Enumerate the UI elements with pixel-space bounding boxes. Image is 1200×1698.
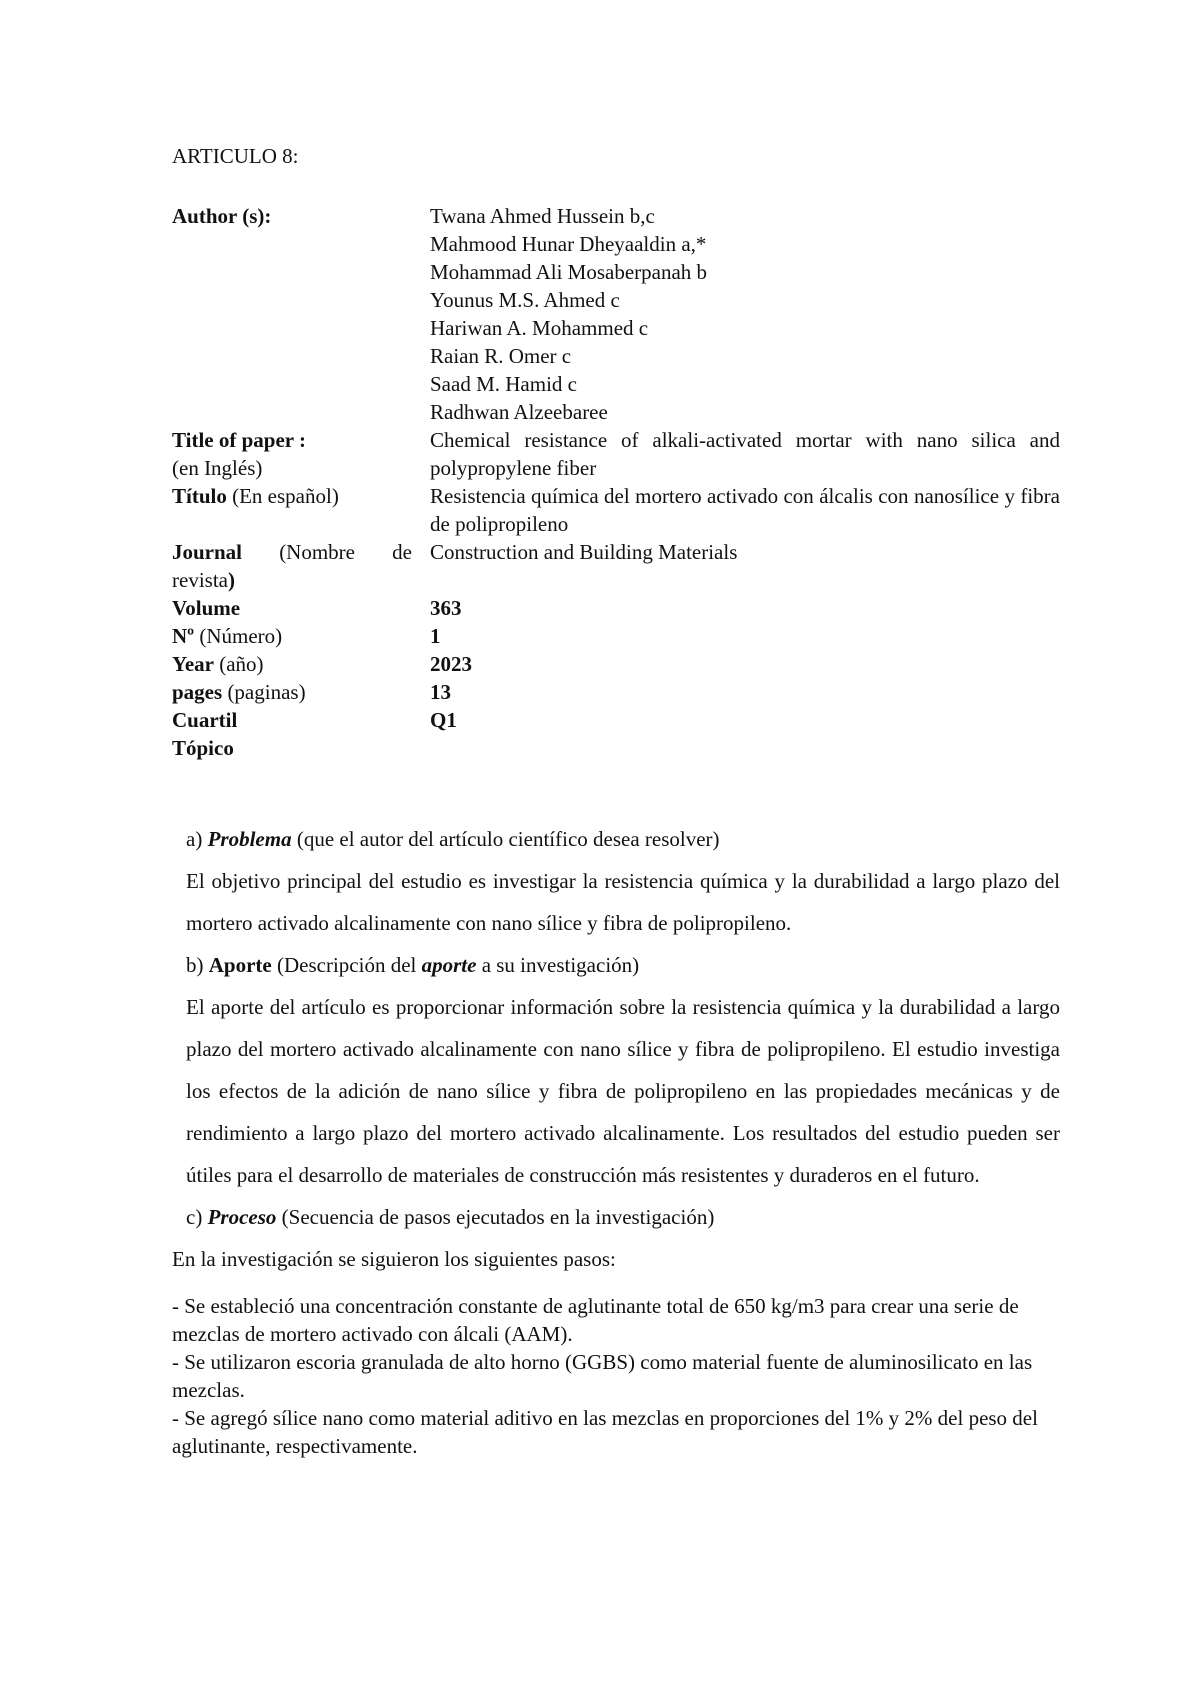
titulo-label: Título bbox=[172, 484, 227, 508]
journal-value: Construction and Building Materials bbox=[430, 540, 738, 564]
volume-value: 363 bbox=[430, 596, 462, 620]
journal-label: Journal bbox=[172, 540, 243, 564]
section-a-text: El objetivo principal del estudio es investigar la resistencia química y la durabilidad a largo plazo del mortero activado alcalinamente con nano sílice y fibra de polipropileno. bbox=[186, 869, 1060, 935]
titulo-row bbox=[172, 482, 1060, 538]
journal-label-end: ) bbox=[227, 568, 235, 592]
metadata-table bbox=[172, 202, 1060, 762]
title-label-sub: (en Inglés) bbox=[172, 456, 263, 480]
cuartil-value: Q1 bbox=[430, 708, 457, 732]
section-c-title: Proceso bbox=[207, 1205, 277, 1229]
authors-row bbox=[172, 202, 1060, 426]
author-name: Saad M. Hamid c bbox=[430, 372, 577, 396]
volume-row bbox=[172, 594, 1060, 622]
titulo-value: Resistencia química del mortero activado con álcalis con nanosílice y fibra de polipropileno bbox=[430, 484, 1060, 536]
title-value: Chemical resistance of alkali-activated mortar with nano silica and polypropylene fiber bbox=[430, 428, 1060, 480]
numero-value: 1 bbox=[430, 624, 441, 648]
section-a-heading: a) Problema (que el autor del artículo científico desea resolver) bbox=[186, 827, 720, 851]
cuartil-label: Cuartil bbox=[172, 708, 238, 732]
section-b-text: El aporte del artículo es proporcionar información sobre la resistencia química y la durabilidad a largo plazo del mortero activado alcalinamente con nano sílice y fibra de polipropileno. El estudio investiga los efectos de la adición de nano sílice y fibra de polipropileno en las propiedades mecánicas y de rendimiento a largo plazo del mortero activado alcalinamente. Los resultados del estudio pueden ser útiles para el desarrollo de materiales de construcción más resistentes y duraderos en el futuro. bbox=[186, 995, 1060, 1187]
year-value: 2023 bbox=[430, 652, 472, 676]
pages-value: 13 bbox=[430, 680, 451, 704]
cuartil-row bbox=[172, 706, 1060, 734]
numero-row bbox=[172, 622, 1060, 650]
pages-row bbox=[172, 678, 1060, 706]
author-name: Twana Ahmed Hussein b,c bbox=[430, 204, 655, 228]
pages-label: pages bbox=[172, 680, 223, 704]
section-b-title: Aporte bbox=[208, 953, 272, 977]
article-heading: ARTICULO 8: bbox=[172, 144, 299, 168]
analysis-sections bbox=[172, 818, 1060, 1460]
title-label: Title of paper : bbox=[172, 428, 306, 452]
step-item: - Se agregó sílice nano como material aditivo en las mezclas en proporciones del 1% y 2% del peso del aglutinante, respectivamente. bbox=[172, 1406, 1038, 1458]
titulo-label-sub: (En español) bbox=[226, 484, 339, 508]
numero-label: Nº bbox=[172, 624, 195, 648]
author-name: Radhwan Alzeebaree bbox=[430, 400, 608, 424]
authors-list bbox=[430, 202, 1060, 426]
step-item: - Se estableció una concentración constante de aglutinante total de 650 kg/m3 para crear una serie de mezclas de mortero activado con álcali (AAM). bbox=[172, 1294, 1019, 1346]
section-c-heading: c) Proceso (Secuencia de pasos ejecutados en la investigación) bbox=[186, 1205, 715, 1229]
authors-label: Author (s): bbox=[172, 204, 272, 228]
section-c-intro: En la investigación se siguieron los siguientes pasos: bbox=[172, 1247, 616, 1271]
title-row bbox=[172, 426, 1060, 482]
pages-label-sub: (paginas) bbox=[222, 680, 306, 704]
numero-label-sub: (Número) bbox=[194, 624, 283, 648]
author-name: Raian R. Omer c bbox=[430, 344, 572, 368]
journal-label-sub: (Nombre de revista bbox=[172, 540, 412, 592]
author-name: Mahmood Hunar Dheyaaldin a,* bbox=[430, 232, 707, 256]
year-label-sub: (año) bbox=[213, 652, 264, 676]
section-b-heading: b) Aporte (Descripción del aporte a su investigación) bbox=[186, 953, 640, 977]
author-name: Mohammad Ali Mosaberpanah b bbox=[430, 260, 708, 284]
section-b-italic: aporte bbox=[421, 953, 477, 977]
year-label: Year bbox=[172, 652, 214, 676]
journal-row bbox=[172, 538, 1060, 594]
author-name: Hariwan A. Mohammed c bbox=[430, 316, 649, 340]
steps-list bbox=[172, 1292, 1060, 1460]
step-item: - Se utilizaron escoria granulada de alto horno (GGBS) como material fuente de aluminosilicato en las mezclas. bbox=[172, 1350, 1033, 1402]
topico-row bbox=[172, 734, 1060, 762]
author-name: Younus M.S. Ahmed c bbox=[430, 288, 620, 312]
volume-label: Volume bbox=[172, 596, 241, 620]
year-row bbox=[172, 650, 1060, 678]
topico-label: Tópico bbox=[172, 736, 234, 760]
section-a-title: Problema bbox=[207, 827, 292, 851]
